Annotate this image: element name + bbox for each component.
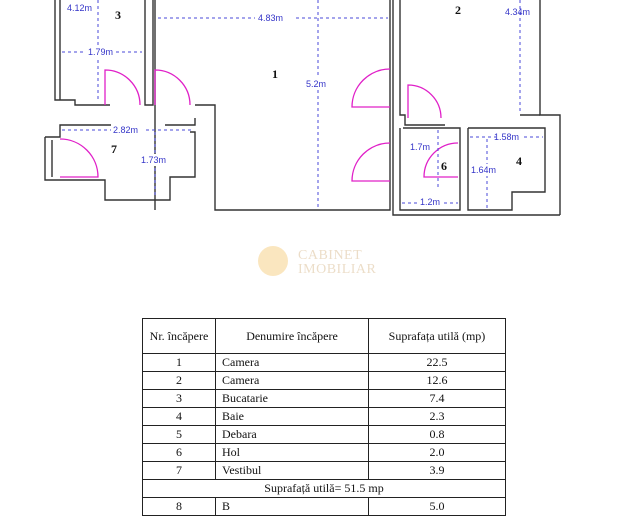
room-number-1: 1 — [272, 67, 278, 81]
room-number-7: 7 — [111, 142, 117, 156]
table-row-partial — [143, 498, 506, 516]
row-nr: 8 — [143, 498, 216, 516]
walls — [45, 0, 560, 215]
row-nr: 7 — [143, 462, 216, 480]
row-name: Vestibul — [216, 462, 369, 480]
row-area: 2.0 — [369, 444, 506, 462]
row-area: 2.3 — [369, 408, 506, 426]
watermark-line2: IMOBILIAR — [298, 262, 377, 277]
row-area: 7.4 — [369, 390, 506, 408]
room-number-6: 6 — [441, 159, 447, 173]
dim-label-room6-width: 1.2m — [420, 197, 441, 207]
table-row — [143, 354, 506, 372]
floor-plan — [0, 0, 640, 230]
row-nr: 6 — [143, 444, 216, 462]
row-name: B — [216, 498, 369, 516]
room-number-4: 4 — [516, 154, 522, 168]
watermark-logo — [258, 243, 398, 283]
total-row — [143, 480, 506, 498]
row-nr: 3 — [143, 390, 216, 408]
dim-label-room3-width: 1.79m — [88, 47, 114, 57]
table-row — [143, 426, 506, 444]
header-name: Denumire încăpere — [216, 319, 369, 354]
row-name: Camera — [216, 354, 369, 372]
row-name: Camera — [216, 372, 369, 390]
dim-label-room3-length: 4.12m — [67, 3, 93, 13]
row-name: Hol — [216, 444, 369, 462]
room-number-3: 3 — [115, 8, 121, 22]
row-name: Bucatarie — [216, 390, 369, 408]
table-header-row — [143, 319, 506, 354]
dim-label-room7-width: 2.82m — [113, 125, 139, 135]
row-area: 12.6 — [369, 372, 506, 390]
total-area: Suprafață utilă= 51.5 mp — [143, 480, 506, 498]
row-area: 3.9 — [369, 462, 506, 480]
watermark-line1: CABINET — [298, 248, 363, 263]
dim-label-room1-length: 5.2m — [306, 79, 327, 89]
dim-label-room4-length: 1.64m — [471, 165, 497, 175]
watermark-text — [298, 249, 376, 277]
table-row — [143, 372, 506, 390]
header-nr: Nr. încăpere — [143, 319, 216, 354]
watermark-circle-icon — [258, 246, 288, 276]
row-area: 0.8 — [369, 426, 506, 444]
dimension-lines — [62, 0, 543, 208]
row-name: Debara — [216, 426, 369, 444]
dim-label-room2: 4.34m — [505, 7, 531, 17]
row-nr: 2 — [143, 372, 216, 390]
table-row — [143, 408, 506, 426]
rooms-table — [142, 318, 506, 516]
table-row — [143, 390, 506, 408]
row-area: 5.0 — [369, 498, 506, 516]
table-row — [143, 462, 506, 480]
dim-label-room1-width: 4.83m — [258, 13, 284, 23]
room-number-2: 2 — [455, 3, 461, 17]
row-name: Baie — [216, 408, 369, 426]
dim-label-room4-width: 1.58m — [494, 132, 520, 142]
row-area: 22.5 — [369, 354, 506, 372]
table-row — [143, 444, 506, 462]
header-area: Suprafața utilă (mp) — [369, 319, 506, 354]
dim-label-room7-length: 1.73m — [141, 155, 167, 165]
row-nr: 4 — [143, 408, 216, 426]
row-nr: 1 — [143, 354, 216, 372]
dim-label-room6-length: 1.7m — [410, 142, 431, 152]
row-nr: 5 — [143, 426, 216, 444]
